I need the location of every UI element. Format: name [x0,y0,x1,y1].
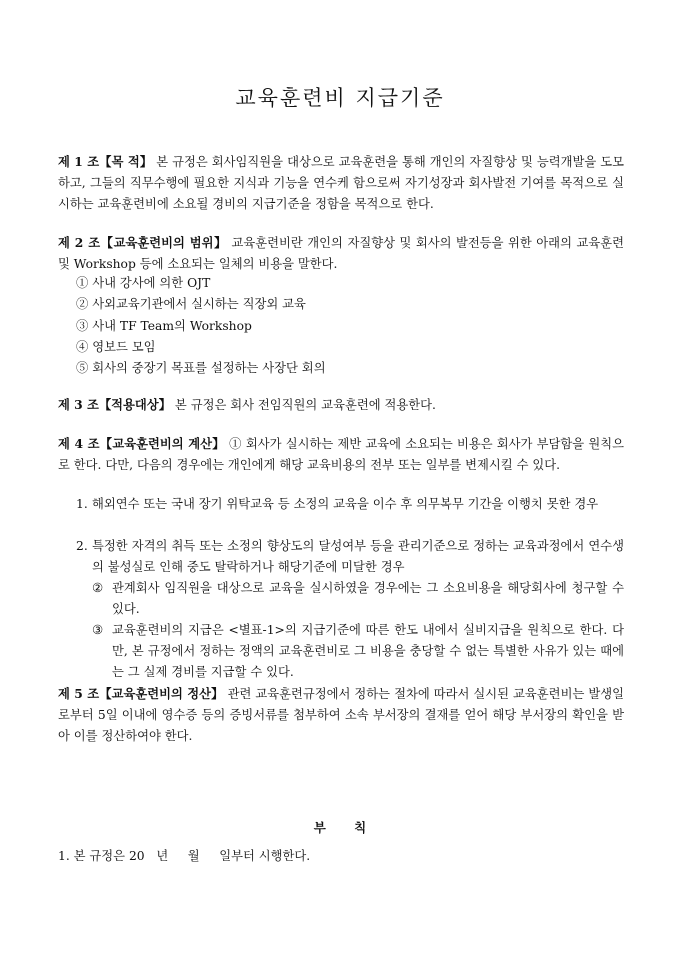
item-number: 2. [76,539,88,553]
article-2-body: 교육훈련비란 개인의 자질향상 및 회사의 발전등을 위한 아래의 교육훈련 및 Workshop 등에 소요되는 일체의 비용을 말한다. [58,236,624,271]
article-1 [58,151,624,215]
article-2-heading: 제 2 조【교육훈련비의 범위】 [58,235,227,250]
list-item: ③ 사내 TF Team의 Workshop [76,318,252,333]
item-number: 1. [76,497,88,511]
list-item: ① 사내 강사에 의한 OJT [76,276,211,290]
article-1-heading: 제 1 조【목 적】 [58,154,153,169]
article-5-heading: 제 5 조【교육훈련비의 정산】 [58,686,224,701]
article-2-items [76,273,326,379]
list-item: ④ 영보드 모임 [76,339,156,354]
clause-number: ③ [92,623,104,637]
article-4-clause-3 [92,620,624,683]
article-4-clause-2 [92,578,624,620]
list-item: ② 사외교육기관에서 실시하는 직장외 교육 [76,297,306,312]
item-text: 특정한 자격의 취득 또는 소정의 향상도의 달성여부 등을 관리기준으로 정하는 교육과정에서 연수생의 불성실로 인해 중도 탈락하거나 해당기준에 미달한 경우 [92,539,624,574]
article-4-item-1 [76,494,624,515]
document-title: 교육훈련비 지급기준 [235,86,445,110]
clause-text: 관계회사 임직원을 대상으로 교육을 실시하였을 경우에는 그 소요비용을 해당회사에 청구할 수 있다. [112,581,624,616]
article-5 [58,683,624,747]
article-4 [58,433,624,476]
article-5-body: 관련 교육훈련규정에서 정하는 절차에 따라서 실시된 교육훈련비는 발생일로부터 5일 이내에 영수증 등의 증빙서류를 첨부하여 소속 부서장의 결재를 얻어 해당 부서장의 확인을 받아 이를 정산하여야 한다. [58,687,624,743]
article-4-item-2 [76,536,624,578]
clause-number: ② [92,581,104,595]
article-2 [58,232,624,275]
list-item: ⑤ 회사의 중장기 목표를 설정하는 사장단 회의 [76,361,326,376]
article-4-heading: 제 4 조【교육훈련비의 계산】 [58,436,225,451]
article-3-heading: 제 3 조【적용대상】 [58,397,171,412]
article-3-body: 본 규정은 회사 전임직원의 교육훈련에 적용한다. [174,398,436,412]
supplementary-title: 부 칙 [313,820,367,835]
supplementary-item: 1. 본 규정은 20 년 월 일부터 시행한다. [58,849,311,863]
article-3 [58,394,624,416]
article-1-body: 본 규정은 회사임직원을 대상으로 교육훈련을 통해 개인의 자질향상 및 능력개발을 도모하고, 그들의 직무수행에 필요한 지식과 기능을 연수케 함으로써 자기성장과 회사발전 기여를 목적으로 실시하는 교육훈련비에 소요될 경비의 지급기준을 정함을 목적으로 한다. [58,155,624,211]
article-4-body: ① 회사가 실시하는 제반 교육에 소요되는 비용은 회사가 부담함을 원칙으로 한다. 다만, 다음의 경우에는 개인에게 해당 교육비용의 전부 또는 일부를 변제시킬 수 있다. [58,437,624,472]
item-text: 해외연수 또는 국내 장기 위탁교육 등 소정의 교육을 이수 후 의무복무 기간을 이행치 못한 경우 [92,497,599,511]
clause-text: 교육훈련비의 지급은 <별표-1>의 지급기준에 따른 한도 내에서 실비지급을 원칙으로 한다. 다만, 본 규정에서 정하는 정액의 교육훈련비로 그 비용을 충당할 수 없는 특별한 사유가 있는 때에는 그 실제 경비를 지급할 수 있다. [112,623,624,679]
